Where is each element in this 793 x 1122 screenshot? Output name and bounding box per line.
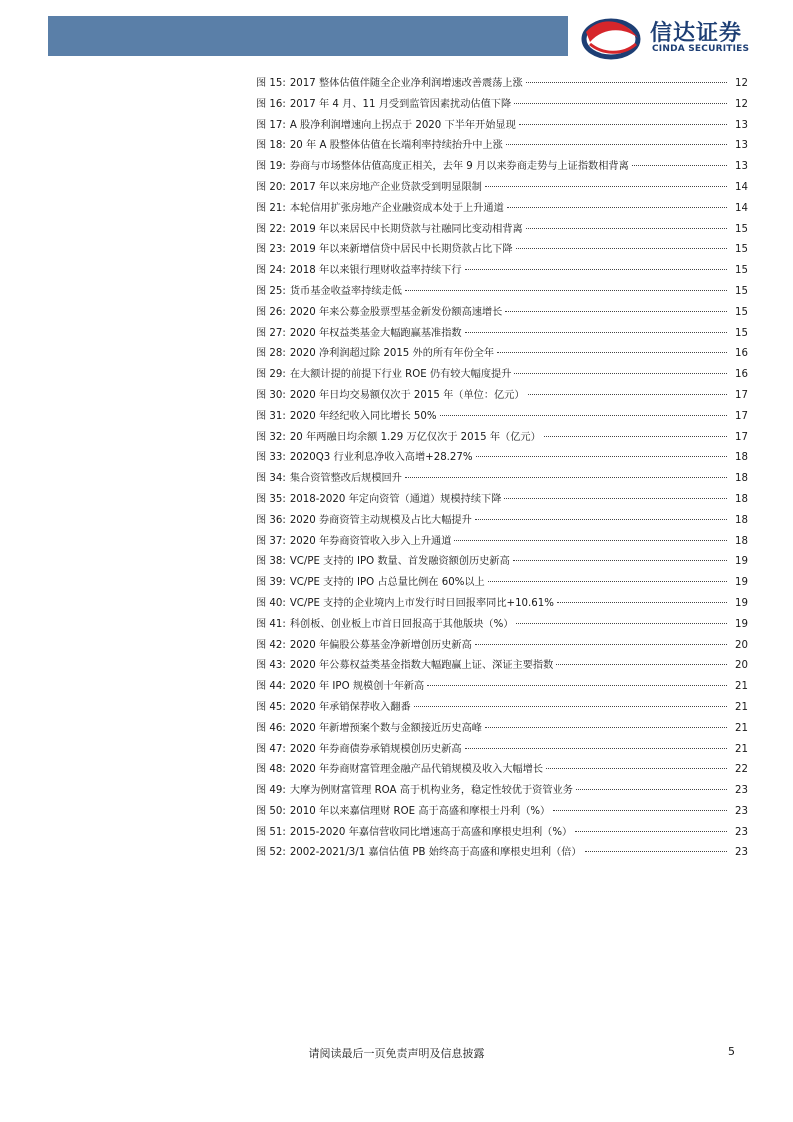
toc-dot-leader [514, 103, 727, 104]
toc-dot-leader [526, 228, 727, 229]
toc-entry-page: 18 [735, 452, 748, 464]
toc-entry-label: 图 21: [256, 202, 286, 214]
toc-entry-label: 图 29: [256, 369, 286, 381]
toc-dot-leader [414, 706, 727, 707]
toc-entry-label: 图 25: [256, 285, 286, 297]
toc-entry-page: 19 [735, 618, 748, 630]
toc-entry-page: 16 [735, 369, 748, 381]
brand-logo [580, 14, 780, 60]
toc-entry-label: 图 38: [256, 556, 286, 568]
toc-entry-label: 图 43: [256, 660, 286, 672]
toc-dot-leader [405, 290, 727, 291]
toc-entry-page: 18 [735, 493, 748, 505]
toc-entry-title: 2015-2020 年嘉信营收同比增速高于高盛和摩根史坦利（%） [289, 826, 573, 838]
toc-entry[interactable] [256, 802, 748, 823]
figure-index [256, 74, 748, 864]
toc-dot-leader [454, 540, 727, 541]
toc-entry-label: 图 51: [256, 826, 286, 838]
toc-entry-label: 图 39: [256, 577, 286, 589]
toc-entry-page: 22 [735, 764, 748, 776]
toc-dot-leader [516, 248, 727, 249]
toc-entry-page: 18 [735, 535, 748, 547]
toc-entry-title: VC/PE 支持的 IPO 数量、首发融资额创历史新高 [289, 556, 510, 568]
toc-entry-label: 图 48: [256, 764, 286, 776]
toc-entry-label: 图 35: [256, 493, 286, 505]
toc-dot-leader [465, 269, 727, 270]
toc-dot-leader [585, 851, 727, 852]
toc-entry-title: 2020 年来公募金股票型基金新发份额高速增长 [289, 306, 503, 318]
toc-entry-page: 21 [735, 701, 748, 713]
toc-dot-leader [506, 144, 727, 145]
toc-dot-leader [505, 311, 727, 312]
toc-entry[interactable] [256, 282, 748, 303]
toc-entry-page: 12 [735, 98, 748, 110]
toc-dot-leader [516, 623, 727, 624]
toc-dot-leader [528, 394, 727, 395]
toc-entry-label: 图 16: [256, 98, 286, 110]
toc-entry-page: 21 [735, 743, 748, 755]
toc-entry-page: 14 [735, 181, 748, 193]
toc-entry-label: 图 28: [256, 348, 286, 360]
toc-entry-title: 2020 年权益类基金大幅跑赢基准指数 [289, 327, 462, 339]
toc-entry-page: 19 [735, 556, 748, 568]
toc-entry-title: A 股净利润增速向上拐点于 2020 下半年开始显现 [289, 119, 516, 131]
toc-entry-title: 2018-2020 年定向资管（通道）规模持续下降 [289, 493, 502, 505]
toc-entry-title: VC/PE 支持的企业境内上市发行时日回报率同比+10.61% [289, 597, 554, 609]
toc-entry[interactable] [256, 324, 748, 345]
toc-dot-leader [504, 498, 727, 499]
toc-entry-page: 23 [735, 847, 748, 859]
toc-entry-page: 21 [735, 722, 748, 734]
toc-entry-label: 图 42: [256, 639, 286, 651]
toc-entry-label: 图 40: [256, 597, 286, 609]
toc-entry-title: 券商与市场整体估值高度正相关，去年 9 月以来券商走势与上证指数相背离 [289, 161, 629, 173]
footer-disclaimer: 请阅读最后一页免责声明及信息披露 [308, 1047, 485, 1060]
toc-entry-page: 19 [735, 577, 748, 589]
toc-entry-title: 2020Q3 行业利息净收入高增+28.27% [289, 452, 473, 464]
toc-dot-leader [497, 352, 727, 353]
toc-entry-label: 图 50: [256, 805, 286, 817]
toc-dot-leader [475, 519, 727, 520]
toc-entry-title: VC/PE 支持的 IPO 占总量比例在 60%以上 [289, 577, 485, 589]
toc-entry-page: 19 [735, 597, 748, 609]
toc-dot-leader [557, 602, 727, 603]
toc-entry-title: 2017 年以来房地产企业贷款受到明显限制 [289, 181, 482, 193]
toc-dot-leader [544, 436, 727, 437]
toc-entry[interactable] [256, 594, 748, 615]
toc-entry-title: 2010 年以来嘉信理财 ROE 高于高盛和摩根士丹利（%） [289, 805, 551, 817]
toc-entry-label: 图 17: [256, 119, 286, 131]
toc-entry-label: 图 18: [256, 140, 286, 152]
toc-entry-title: 2020 年新增预案个数与金额接近历史高峰 [289, 722, 482, 734]
toc-dot-leader [526, 82, 727, 83]
toc-entry-label: 图 24: [256, 265, 286, 277]
toc-entry-title: 集合资管整改后规模回升 [289, 473, 402, 485]
toc-entry-label: 图 45: [256, 701, 286, 713]
toc-entry-title: 2017 年 4 月、11 月受到监管因素扰动估值下降 [289, 98, 512, 110]
toc-dot-leader [514, 373, 727, 374]
toc-entry-title: 2020 年日均交易额仅次于 2015 年（单位：亿元） [289, 389, 525, 401]
toc-entry-page: 21 [735, 681, 748, 693]
toc-dot-leader [576, 789, 727, 790]
toc-entry-title: 20 年 A 股整体估值在长端利率持续抬升中上涨 [289, 140, 503, 152]
toc-entry[interactable] [256, 760, 748, 781]
toc-entry-title: 货币基金收益率持续走低 [289, 285, 402, 297]
toc-entry[interactable] [256, 220, 748, 241]
toc-entry-page: 15 [735, 265, 748, 277]
toc-entry-title: 2018 年以来银行理财收益率持续下行 [289, 265, 462, 277]
toc-entry-page: 13 [735, 119, 748, 131]
toc-entry[interactable] [256, 365, 748, 386]
toc-dot-leader [427, 685, 727, 686]
toc-entry[interactable] [256, 428, 748, 449]
toc-entry-title: 2020 年券商资管收入步入上升通道 [289, 535, 452, 547]
toc-entry-page: 23 [735, 805, 748, 817]
toc-entry-page: 20 [735, 639, 748, 651]
header-band [48, 16, 568, 56]
toc-entry-title: 在大额计提的前提下行业 ROE 仍有较大幅度提升 [289, 369, 512, 381]
toc-entry-page: 15 [735, 327, 748, 339]
toc-entry[interactable] [256, 240, 748, 261]
toc-entry[interactable] [256, 116, 748, 137]
toc-entry[interactable] [256, 823, 748, 844]
toc-dot-leader [546, 768, 727, 769]
toc-entry[interactable] [256, 740, 748, 761]
toc-entry-title: 2020 年券商债券承销规模创历史新高 [289, 743, 462, 755]
toc-entry-label: 图 27: [256, 327, 286, 339]
toc-entry-page: 15 [735, 223, 748, 235]
toc-entry[interactable] [256, 178, 748, 199]
toc-entry[interactable] [256, 386, 748, 407]
toc-entry-label: 图 33: [256, 452, 286, 464]
toc-entry-title: 2020 年偏股公募基金净新增创历史新高 [289, 639, 472, 651]
toc-entry-title: 科创板、创业板上市首日回报高于其他版块（%） [289, 618, 514, 630]
toc-entry-label: 图 46: [256, 722, 286, 734]
toc-entry[interactable] [256, 407, 748, 428]
toc-entry-label: 图 44: [256, 681, 286, 693]
toc-entry-label: 图 37: [256, 535, 286, 547]
toc-entry-page: 14 [735, 202, 748, 214]
toc-entry-label: 图 36: [256, 514, 286, 526]
toc-entry-label: 图 34: [256, 473, 286, 485]
toc-entry-title: 2020 年券商财富管理金融产品代销规模及收入大幅增长 [289, 764, 544, 776]
toc-dot-leader [465, 332, 727, 333]
toc-entry-label: 图 52: [256, 847, 286, 859]
toc-entry-page: 20 [735, 660, 748, 672]
toc-entry-page: 17 [735, 410, 748, 422]
toc-entry-label: 图 41: [256, 618, 286, 630]
toc-dot-leader [507, 207, 727, 208]
toc-entry[interactable] [256, 552, 748, 573]
toc-entry[interactable] [256, 636, 748, 657]
toc-entry-title: 2020 年公募权益类基金指数大幅跑赢上证、深证主要指数 [289, 660, 554, 672]
toc-entry[interactable] [256, 656, 748, 677]
toc-entry-page: 15 [735, 244, 748, 256]
toc-entry-page: 23 [735, 785, 748, 797]
toc-entry-label: 图 47: [256, 743, 286, 755]
toc-entry-label: 图 49: [256, 785, 286, 797]
toc-entry[interactable] [256, 199, 748, 220]
toc-dot-leader [475, 644, 727, 645]
toc-entry-label: 图 15: [256, 78, 286, 89]
page-number: 5 [728, 1045, 735, 1058]
toc-entry[interactable] [256, 677, 748, 698]
toc-dot-leader [632, 165, 727, 166]
toc-entry-label: 图 23: [256, 244, 286, 256]
toc-entry-title: 大摩为例财富管理 ROA 高于机构业务，稳定性较优于资管业务 [289, 785, 573, 797]
toc-dot-leader [553, 810, 727, 811]
toc-entry-page: 15 [735, 306, 748, 318]
brand-name-cn: 信达证券 [650, 21, 743, 46]
toc-entry[interactable] [256, 698, 748, 719]
toc-entry-page: 13 [735, 161, 748, 173]
toc-entry[interactable] [256, 157, 748, 178]
toc-entry[interactable] [256, 344, 748, 365]
toc-entry-label: 图 32: [256, 431, 286, 443]
toc-entry-page: 23 [735, 826, 748, 838]
toc-entry-page: 17 [735, 389, 748, 401]
toc-dot-leader [556, 664, 727, 665]
toc-entry[interactable] [256, 781, 748, 802]
toc-entry-page: 16 [735, 348, 748, 360]
toc-entry[interactable] [256, 615, 748, 636]
toc-entry-page: 18 [735, 473, 748, 485]
toc-entry[interactable] [256, 490, 748, 511]
toc-entry-page: 18 [735, 514, 748, 526]
toc-entry-title: 2020 年承销保荐收入翻番 [289, 701, 411, 713]
toc-entry[interactable] [256, 573, 748, 594]
toc-entry-title: 本轮信用扩张房地产企业融资成本处于上升通道 [289, 202, 504, 214]
toc-entry-page: 12 [735, 78, 748, 89]
toc-entry[interactable] [256, 511, 748, 532]
toc-entry[interactable] [256, 719, 748, 740]
toc-dot-leader [405, 477, 727, 478]
toc-dot-leader [513, 560, 727, 561]
toc-dot-leader [476, 456, 727, 457]
toc-entry-title: 20 年两融日均余额 1.29 万亿仅次于 2015 年（亿元） [289, 431, 541, 443]
toc-entry-label: 图 26: [256, 306, 286, 318]
toc-entry-title: 2019 年以来新增信贷中居民中长期贷款占比下降 [289, 244, 513, 256]
toc-entry[interactable] [256, 136, 748, 157]
toc-dot-leader [519, 124, 727, 125]
toc-entry-page: 17 [735, 431, 748, 443]
toc-entry[interactable] [256, 95, 748, 116]
toc-entry-label: 图 20: [256, 181, 286, 193]
toc-entry[interactable] [256, 303, 748, 324]
toc-entry-title: 2002-2021/3/1 嘉信估值 PB 始终高于高盛和摩根史坦利（倍） [289, 847, 582, 859]
toc-dot-leader [440, 415, 727, 416]
toc-entry-title: 2020 年 IPO 规模创十年新高 [289, 681, 425, 693]
toc-entry[interactable] [256, 74, 748, 95]
toc-entry-title: 2020 净利润超过除 2015 外的所有年份全年 [289, 348, 495, 360]
toc-dot-leader [488, 581, 727, 582]
toc-entry[interactable] [256, 261, 748, 282]
toc-entry-title: 2020 券商资管主动规模及占比大幅提升 [289, 514, 472, 526]
toc-entry-page: 15 [735, 285, 748, 297]
toc-entry[interactable] [256, 448, 748, 469]
toc-dot-leader [465, 748, 727, 749]
toc-entry[interactable] [256, 469, 748, 490]
toc-entry-title: 2020 年经纪收入同比增长 50% [289, 410, 437, 422]
toc-entry[interactable] [256, 843, 748, 864]
cinda-logo-icon [580, 14, 642, 60]
toc-entry-title: 2017 整体估值伴随全企业净利润增速改善震荡上涨 [289, 78, 523, 89]
toc-entry-title: 2019 年以来居民中长期贷款与社融同比变动相背离 [289, 223, 523, 235]
toc-dot-leader [485, 727, 727, 728]
toc-dot-leader [485, 186, 727, 187]
toc-entry-label: 图 19: [256, 161, 286, 173]
toc-entry-label: 图 31: [256, 410, 286, 422]
toc-entry[interactable] [256, 532, 748, 553]
toc-entry-label: 图 22: [256, 223, 286, 235]
toc-dot-leader [575, 831, 727, 832]
brand-name-en: CINDA SECURITIES [652, 44, 750, 54]
toc-entry-page: 13 [735, 140, 748, 152]
toc-entry-label: 图 30: [256, 389, 286, 401]
